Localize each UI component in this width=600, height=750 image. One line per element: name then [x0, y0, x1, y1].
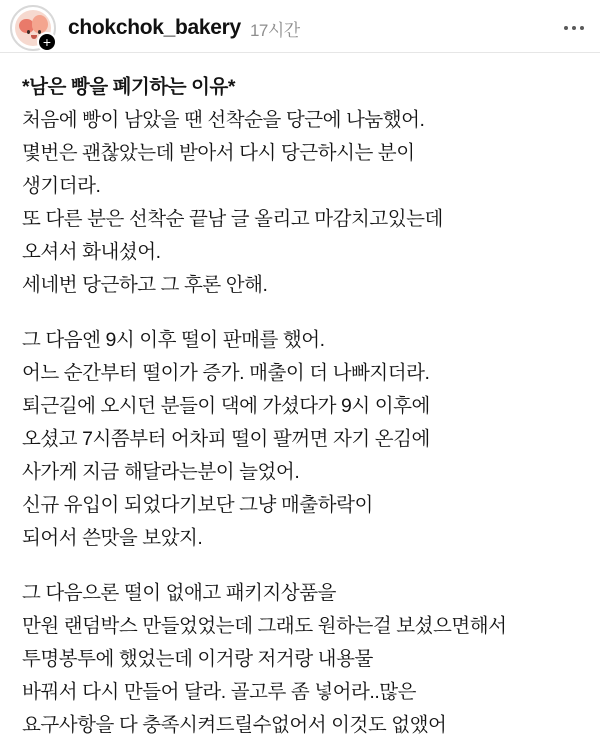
follow-plus-icon[interactable]: +	[37, 32, 57, 52]
post-text-line: 바꿔서 다시 만들어 달라. 골고루 좀 넣어라..많은	[22, 681, 417, 703]
timestamp-label: 17시간	[249, 20, 300, 40]
post-text-line: 어느 순간부터 떨이가 증가. 매출이 더 나빠지더라.	[22, 362, 430, 384]
post-paragraph	[22, 577, 580, 742]
avatar[interactable]	[10, 5, 56, 51]
post-text-line: 또 다른 분은 선착순 끝남 글 올리고 마감치고있는데	[22, 208, 443, 230]
post-text-line: 처음에 빵이 남았을 땐 선착순을 당근에 나눔했어.	[22, 109, 425, 131]
post-paragraph	[22, 71, 580, 302]
post-text-line: 그 다음엔 9시 이후 떨이 판매를 했어.	[22, 329, 325, 351]
post-text-line: 생기더라.	[22, 175, 101, 197]
post-text-line: 요구사항을 다 충족시켜드릴수없어서 이것도 없앴어	[22, 714, 447, 736]
post-heading-line: *남은 빵을 폐기하는 이유*	[22, 76, 236, 98]
post-text-line: 퇴근길에 오시던 분들이 댁에 가셨다가 9시 이후에	[22, 395, 430, 417]
post-text-line: 몇번은 괜찮았는데 받아서 다시 당근하시는 분이	[22, 142, 415, 164]
post-header	[0, 0, 600, 52]
post-text-line: 오셔서 화내셨어.	[22, 241, 161, 263]
post-text-line: 투명봉투에 했었는데 이거랑 저거랑 내용물	[22, 648, 373, 670]
post-text-line: 그 다음으론 떨이 없애고 패키지상품을	[22, 582, 337, 604]
username-label[interactable]: chokchok_bakery	[68, 16, 241, 39]
post-text-line: 만원 랜덤박스 만들었었는데 그래도 원하는걸 보셨으면해서	[22, 615, 507, 637]
post-paragraph	[22, 324, 580, 555]
post-text-line: 세네번 당근하고 그 후론 안해.	[22, 274, 268, 296]
post-text-line: 되어서 쓴맛을 보았지.	[22, 527, 203, 549]
post-body	[0, 53, 600, 742]
post-text-line: 신규 유입이 되었다기보단 그냥 매출하락이	[22, 494, 373, 516]
post-text-line: 사가게 지금 해달라는분이 늘었어.	[22, 461, 300, 483]
post-text-line: 오셨고 7시쯤부터 어차피 떨이 팔꺼면 자기 온김에	[22, 428, 430, 450]
more-options-icon[interactable]	[556, 18, 586, 38]
